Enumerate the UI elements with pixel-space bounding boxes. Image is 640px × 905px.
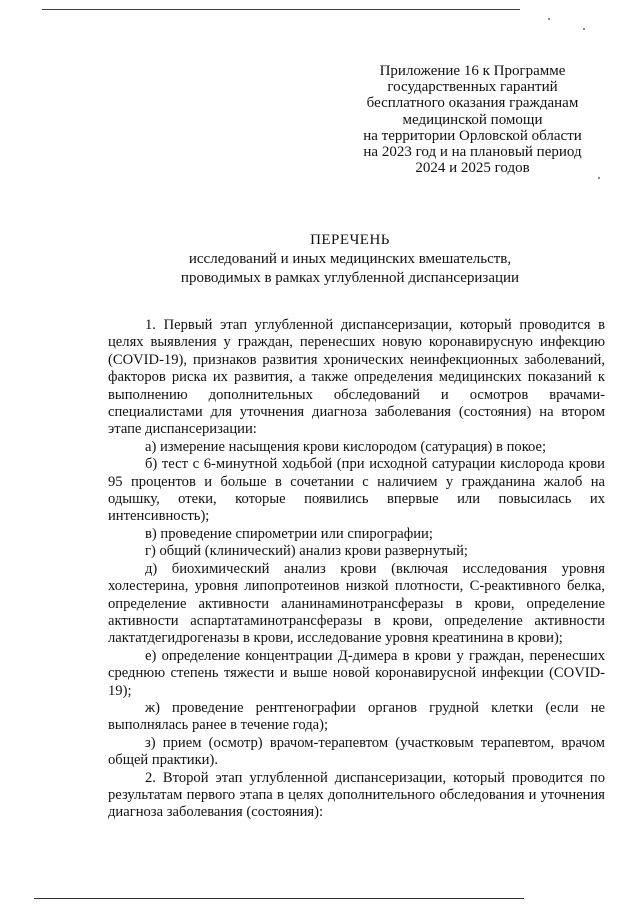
document-title xyxy=(110,231,590,288)
document-body xyxy=(108,317,605,822)
list-item-zh: ж) проведение рентгенографии органов грудной клетки (если не выполнялась ранее в течение года); xyxy=(108,699,605,734)
top-scan-line xyxy=(42,9,520,10)
list-item-g: г) общий (клинический) анализ крови развернутый; xyxy=(145,543,468,560)
title-subtitle-1: исследований и иных медицинских вмешательств, xyxy=(188,251,512,267)
scan-speck xyxy=(583,28,585,30)
list-item-b: б) тест с 6-минутной ходьбой (при исходной сатурации кислорода крови 95 процентов и больше в сочетании с наличием у гражданина жалоб на одышку, отеки, которые появились впервые или повысилась их интенсивность); xyxy=(108,456,605,525)
list-item-a: а) измерение насыщения крови кислородом (сатурация) в покое; xyxy=(145,438,547,455)
appendix-header xyxy=(340,63,605,176)
appendix-line: Приложение 16 к Программе xyxy=(379,63,566,79)
scan-speck xyxy=(598,177,600,179)
scan-speck xyxy=(548,18,550,20)
appendix-line: на 2023 год и на плановый период xyxy=(363,144,582,161)
paragraph-1: 1. Первый этап углубленной диспансеризации, который проводится в целях выявления у граждан, перенесших новую коронавирусную инфекцию (COVID-19), признаков развития хронических неинфекционных заболеваний, факторов риска их развития, а также определения медицинских показаний к выполнению дополнительных обследований и осмотров врачами-специалистами для уточнения диагноза заболевания (состояния) на втором этапе диспансеризации: xyxy=(108,317,605,438)
appendix-line: государственных гарантий xyxy=(387,79,558,96)
appendix-line: 2024 и 2025 годов xyxy=(415,160,530,177)
title-subtitle-2: проводимых в рамках углубленной диспансеризации xyxy=(180,270,520,286)
bottom-scan-line xyxy=(34,898,524,899)
appendix-line: бесплатного оказания гражданам xyxy=(366,95,579,112)
title-main: ПЕРЕЧЕНЬ xyxy=(310,232,390,248)
list-item-v: в) проведение спирометрии или спирографии; xyxy=(145,525,433,542)
appendix-line: медицинской помощи xyxy=(402,111,543,128)
list-item-z: з) прием (осмотр) врачом-терапевтом (участковым терапевтом, врачом общей практики). xyxy=(108,734,605,769)
list-item-d: д) биохимический анализ крови (включая исследования уровня холестерина, уровня липопротеинов низкой плотности, С-реактивного белка, определение активности аланинаминотрансферазы в крови, определение активности аспартатаминотрансферазы в крови, определение активности лактатдегидрогеназы в крови, исследование уровня креатинина в крови); xyxy=(108,560,605,647)
list-item-e: е) определение концентрации Д-димера в крови у граждан, перенесших среднюю степень тяжести и выше новой коронавирусной инфекции (COVID-19); xyxy=(108,647,605,699)
paragraph-2: 2. Второй этап углубленной диспансеризации, который проводится по результатам первого этапа в целях дополнительного обследования и уточнения диагноза заболевания (состояния): xyxy=(108,769,605,821)
appendix-line: на территории Орловской области xyxy=(363,127,582,144)
